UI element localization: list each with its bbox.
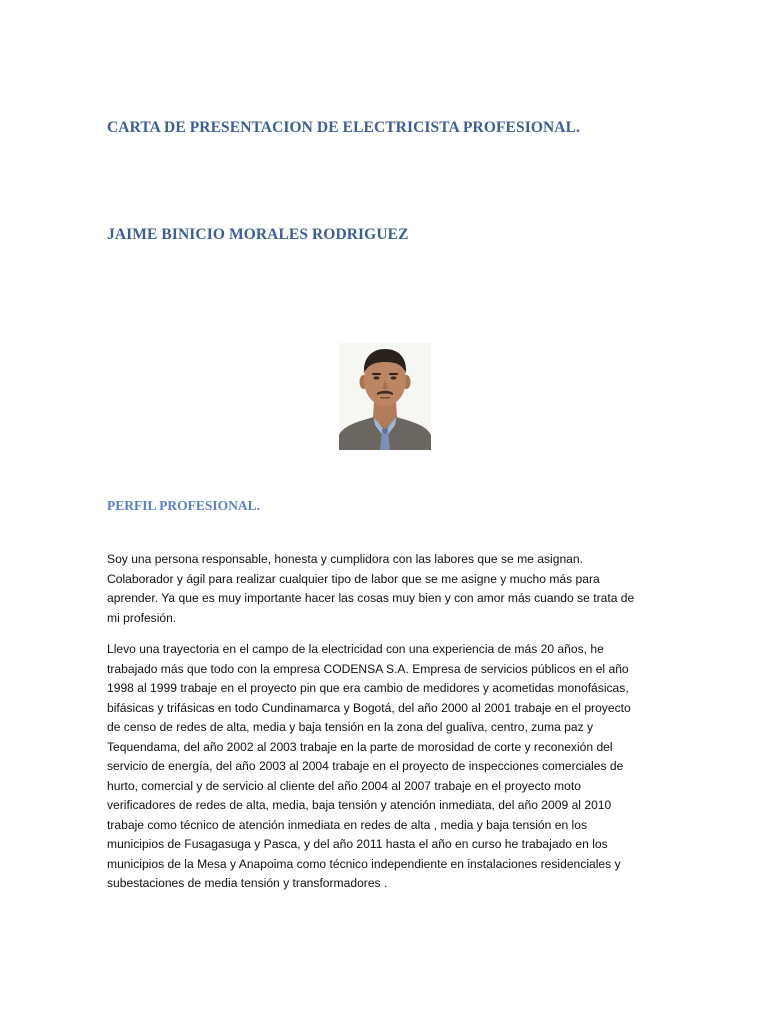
candidate-name: JAIME BINICIO MORALES RODRIGUEZ: [107, 226, 409, 243]
experience-paragraph: Llevo una trayectoria en el campo de la electricidad con una experiencia de más 20 años, he trabajado más que todo con la empresa CODENSA S.A. Empresa de servicios públicos en el año 1998 al 1999 trabaje en el proyecto pin que era cambio de medidores y acometidas monofásicas, bifásicas y trifásicas en todo Cundinamarca y Bogotá, del año 2000 al 2001 trabaje en el proyecto de censo de redes de alta, media y baja tensión en la zona del gualiva, centro, zuma paz y Tequendama, del año 2002 al 2003 trabaje en la parte de morosidad de corte y reconexión del servicio de energía, del año 2003 al 2004 trabaje en el proyecto de inspecciones comerciales de hurto, comercial y de servicio al cliente del año 2004 al 2007 trabaje en el proyecto moto verificadores de redes de alta, media, baja tensión y atención inmediata, del año 2009 al 2010 trabaje como técnico de atención inmediata en redes de alta , media y baja tensión en los municipios de Fusagasuga y Pasca, y del año 2011 hasta el año en curso he trabajado en los municipios de la Mesa y Anapoima como técnico independiente en instalaciones residenciales y subestaciones de media tensión y transformadores .: [107, 642, 631, 890]
document-title: CARTA DE PRESENTACION DE ELECTRICISTA PROFESIONAL.: [107, 119, 580, 136]
section-heading-perfil: PERFIL PROFESIONAL.: [107, 498, 261, 513]
profile-photo: [339, 343, 431, 450]
profile-paragraph: Soy una persona responsable, honesta y cumplidora con las labores que se me asignan. Colaborador y ágil para realizar cualquier tipo de labor que se me asigne y mucho más para aprender. Ya que es muy importante hacer las cosas muy bien y con amor más cuando se trata de mi profesión.: [107, 552, 635, 625]
